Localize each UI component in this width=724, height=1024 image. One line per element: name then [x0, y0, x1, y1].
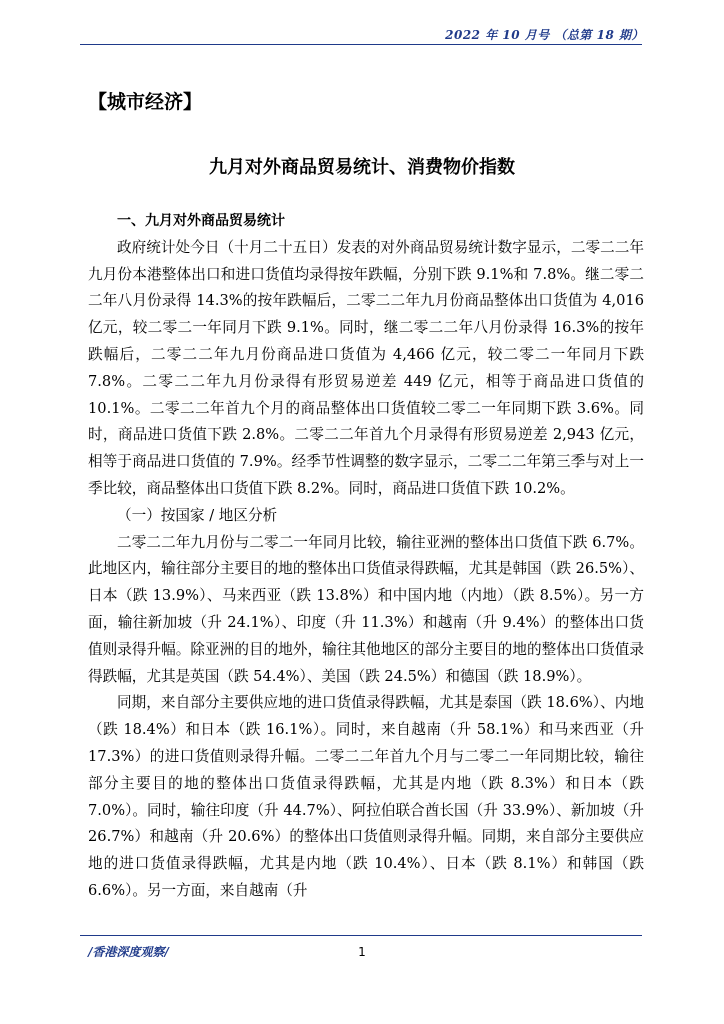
footer-divider — [80, 935, 642, 936]
page-title: 九月对外商品贸易统计、消费物价指数 — [209, 157, 515, 178]
issue-header: 2022 年 10 月号 （总第 18 期） — [445, 28, 644, 42]
paragraph: 二零二二年九月份与二零二一年同月比较，输往亚洲的整体出口货值下跌 6.7%。此地区内，输往部分主要目的地的整体出口货值录得跌幅，尤其是韩国（跌 26.5%）、日本（跌 13.9%）、马来西亚（跌 13.8%）和中国内地（内地）（跌 8.5%）。另一方面，输往新加坡（升 24.1%）、印度（升 11.3%）和越南（升 9.4%）的整体出口货值则录得升幅。除亚洲的目的地外，输往其他地区的部分主要目的地的整体出口货值录得跌幅，尤其是英国（跌 54.4%）、美国（跌 24.5%）和德国（跌 18.9%）。 — [88, 533, 644, 685]
section-tag: 【城市经济】 — [88, 91, 203, 113]
paragraph: 政府统计处今日（十月二十五日）发表的对外商品贸易统计数字显示，二零二二年九月份本港整体出口和进口货值均录得按年跌幅，分别下跌 9.1%和 7.8%。继二零二二年八月份录得 14.3%的按年跌幅后，二零二二年九月份商品整体出口货值为 4,016 亿元，较二零二一年同月下跌 9.1%。同时，继二零二二年八月份录得 16.3%的按年跌幅后，二零二二年九月份商品进口货值为 4,466 亿元，较二零二一年同月下跌 7.8%。二零二二年九月份录得有形贸易逆差 449 亿元，相等于商品进口货值的 10.1%。二零二二年首九个月的商品整体出口货值较二零二一年同期下跌 3.6%。同时，商品进口货值下跌 2.8%。二零二二年首九个月录得有形贸易逆差 2,943 亿元，相等于商品进口货值的 7.9%。经季节性调整的数字显示，二零二二年第三季与对上一季比较，商品整体出口货值下跌 8.2%。同时，商品进口货值下跌 10.2%。 — [88, 238, 644, 497]
section-heading: 一、九月对外商品贸易统计 — [117, 213, 285, 229]
footer-label: /香港深度观察/ — [88, 945, 169, 959]
subheading: （一）按国家 / 地区分析 — [117, 506, 278, 524]
paragraph: 同期，来自部分主要供应地的进口货值录得跌幅，尤其是泰国（跌 18.6%）、内地（跌 18.4%）和日本（跌 16.1%）。同时，来自越南（升 58.1%）和马来西亚（升 17.3%）的进口货值则录得升幅。二零二二年首九个月与二零二一年同期比较，输往部分主要目的地的整体出口货值录得跌幅，尤其是内地（跌 8.3%）和日本（跌 7.0%）。同时，输往印度（升 44.7%）、阿拉伯联合酋长国（升 33.9%）、新加坡（升 26.7%）和越南（升 20.6%）的整体出口货值则录得升幅。同期，来自部分主要供应地的进口货值录得跌幅，尤其是内地（跌 10.4%）、日本（跌 8.1%）和韩国（跌 6.6%）。另一方面，来自越南（升 — [88, 694, 644, 899]
page-number: 1 — [358, 945, 366, 959]
header-divider — [80, 44, 642, 45]
article-body — [88, 208, 644, 905]
